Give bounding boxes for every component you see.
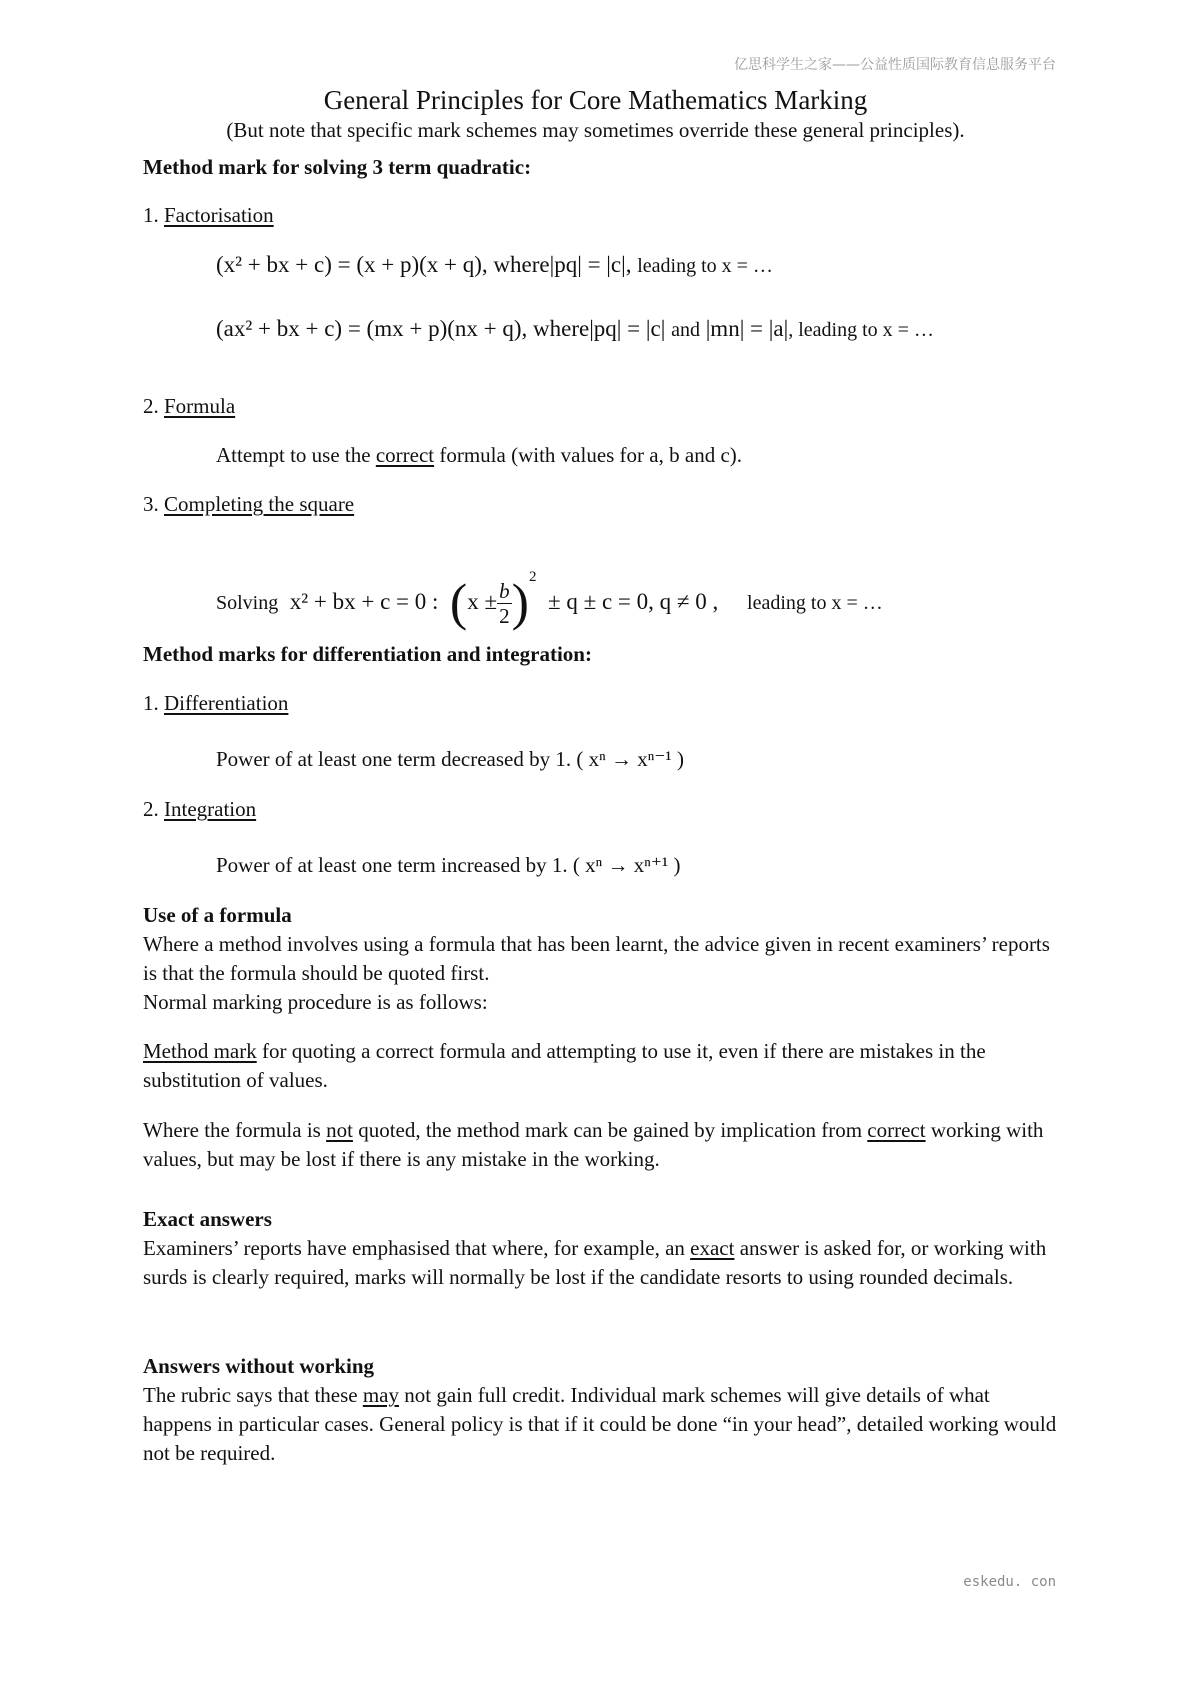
header-watermark: 亿思科学生之家——公益性质国际教育信息服务平台	[734, 57, 1056, 73]
exact-heading: Exact answers	[143, 1207, 272, 1231]
p4-a: Where the formula is	[143, 1118, 327, 1142]
diff-title: Differentiation	[164, 691, 289, 715]
formula-use-p3-rest: for quoting a correct formula and attempting to use it, even if there are mistakes in the substitution of values.	[143, 1039, 986, 1092]
frac-numerator: b	[499, 579, 510, 604]
fact-eq1-where: where	[493, 252, 550, 277]
formula-number: 2.	[143, 394, 164, 418]
noworking-p-b: not gain full credit. Individual mark schemes will give details of what happens in particular cases. General policy is that if it could be done “in your head”, detailed working would not be required.	[143, 1383, 1057, 1465]
fact-eq1-cond: |pq| = |c|,	[549, 252, 632, 277]
p4-correct: correct	[867, 1118, 926, 1142]
formula-text-pre: Attempt to use the	[216, 443, 376, 467]
formula-use-p2: Normal marking procedure is as follows:	[143, 990, 488, 1014]
completing-square-label	[143, 492, 354, 517]
factorisation-label	[143, 203, 274, 228]
noworking-p-a: The rubric says that these	[143, 1383, 363, 1407]
page-subtitle: (But note that specific mark schemes may sometimes override these general principles).	[226, 118, 965, 142]
right-paren: )	[511, 574, 529, 632]
left-paren: (	[449, 574, 468, 632]
fact-eq2-lhs: (ax² + bx + c) = (mx + p)(nx + q),	[216, 316, 528, 341]
diff-number: 1.	[143, 691, 164, 715]
factorisation-number: 1.	[143, 203, 164, 227]
method-mark-term: Method mark	[143, 1039, 257, 1063]
factorisation-title: Factorisation	[164, 203, 274, 227]
formula-label	[143, 394, 235, 419]
differentiation-text: Power of at least one term decreased by 1. ( xⁿ → xⁿ⁻¹ )	[216, 747, 684, 771]
fact-eq2-and: and	[671, 319, 700, 341]
footer-watermark: eskedu. con	[963, 1574, 1056, 1590]
formula-use-p3	[143, 1037, 1058, 1095]
p4-not: not	[326, 1118, 353, 1142]
p4-c: working with values, but may be lost if there is any mistake in the working.	[143, 1118, 1044, 1171]
formula-text-correct: correct	[375, 443, 435, 467]
diffint-heading: Method marks for differentiation and integration:	[143, 642, 592, 666]
cts-rest: ± q ± c = 0, q ≠ 0 ,	[547, 589, 719, 614]
formula-use-heading: Use of a formula	[143, 903, 292, 927]
frac-denominator: 2	[499, 604, 510, 629]
quadratic-heading: Method mark for solving 3 term quadratic:	[143, 155, 532, 179]
fact-eq2-where: where	[533, 316, 590, 341]
completing-square-equation	[216, 542, 883, 632]
formula-use-p4	[143, 1116, 1058, 1174]
formula-use-p1: Where a method involves using a formula that has been learnt, the advice given in recent examiners’ reports is that the formula should be quoted first.	[143, 932, 1050, 985]
formula-title: Formula	[164, 394, 236, 418]
fact-eq1-lead: leading to x = …	[637, 255, 773, 277]
cts-lead: leading to x = …	[747, 592, 883, 614]
cts-title: Completing the square	[164, 492, 355, 516]
cts-eq-lhs: x² + bx + c = 0 :	[289, 589, 439, 614]
int-number: 2.	[143, 797, 164, 821]
fact-eq2-cond2: |mn| = |a|	[705, 316, 789, 341]
factorisation-equation-2	[216, 316, 934, 342]
exact-p-a: Examiners’ reports have emphasised that where, for example, an	[143, 1236, 691, 1260]
fact-eq2-lead: , leading to x = …	[788, 319, 934, 341]
p4-b: quoted, the method mark can be gained by implication from	[352, 1118, 868, 1142]
formula-text-post: formula (with values for a, b and c).	[434, 443, 743, 467]
factorisation-equation-1	[216, 252, 773, 278]
exact-term: exact	[690, 1236, 735, 1260]
cts-solving: Solving	[216, 592, 279, 614]
exact-p-b: answer is asked for, or working with surds is clearly required, marks will normally be lost if the candidate resorts to using rounded decimals.	[143, 1236, 1047, 1289]
may-term: may	[362, 1383, 399, 1407]
b-over-2-fraction	[497, 579, 512, 628]
exact-paragraph	[143, 1234, 1058, 1292]
cts-x: x ±	[467, 589, 498, 614]
integration-text: Power of at least one term increased by 1. ( xⁿ → xⁿ⁺¹ )	[216, 853, 681, 877]
fact-eq1-lhs: (x² + bx + c) = (x + p)(x + q),	[216, 252, 488, 277]
page-title: General Principles for Core Mathematics Marking	[323, 85, 868, 115]
noworking-heading: Answers without working	[143, 1354, 375, 1378]
formula-text	[216, 443, 742, 468]
fact-eq2-cond1: |pq| = |c|	[589, 316, 666, 341]
integration-label	[143, 797, 256, 822]
cts-number: 3.	[143, 492, 164, 516]
noworking-paragraph	[143, 1381, 1058, 1468]
cts-power: 2	[528, 569, 537, 585]
int-title: Integration	[164, 797, 257, 821]
differentiation-label	[143, 691, 288, 716]
